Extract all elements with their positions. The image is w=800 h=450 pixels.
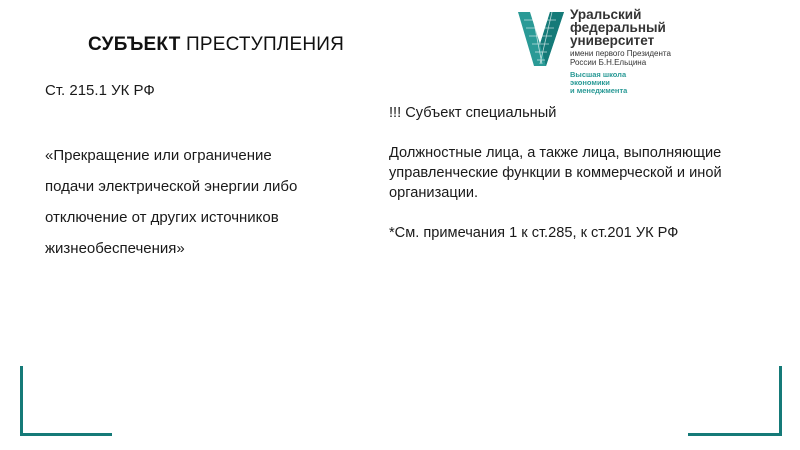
quote-line: отключение от других источников [45,209,279,226]
subject-description [389,103,774,243]
quote-line: жизнеобеспечения» [45,240,185,257]
article-quote [45,140,345,264]
logo-name-line: университет [570,33,655,48]
slide-title-bold: СУБЪЕКТ [88,34,181,55]
slide-title-rest: ПРЕСТУПЛЕНИЯ [180,34,345,55]
logo-name-line: Уральский [570,7,642,22]
logo-school-line: Высшая школа [570,70,627,79]
logo-sub-line: России Б.Н.Ельцина [570,58,647,67]
university-logo [516,8,796,100]
subject-type: !!! Субъект специальный [389,105,557,121]
quote-line: «Прекращение или ограничение [45,147,272,164]
logo-sub-line: имени первого Президента [570,49,671,58]
logo-name-line: федеральный [570,20,666,35]
legal-note: *См. примечания 1 к ст.285, к ст.201 УК РФ [389,225,679,241]
quote-line: подачи электрической энергии либо [45,178,298,195]
decorative-corner-bracket-right [688,366,782,436]
decorative-corner-bracket-left [20,366,112,436]
logo-school-line: и менеджмента [570,86,628,95]
slide-title [88,34,344,56]
urfu-emblem-icon [516,10,566,68]
logo-school-line: экономики [570,78,610,87]
subject-definition: Должностные лица, а также лица, выполняющие управленческие функции в коммерческой и иной организации. [389,145,722,201]
article-reference: Ст. 215.1 УК РФ [45,82,155,99]
logo-text [570,8,671,95]
